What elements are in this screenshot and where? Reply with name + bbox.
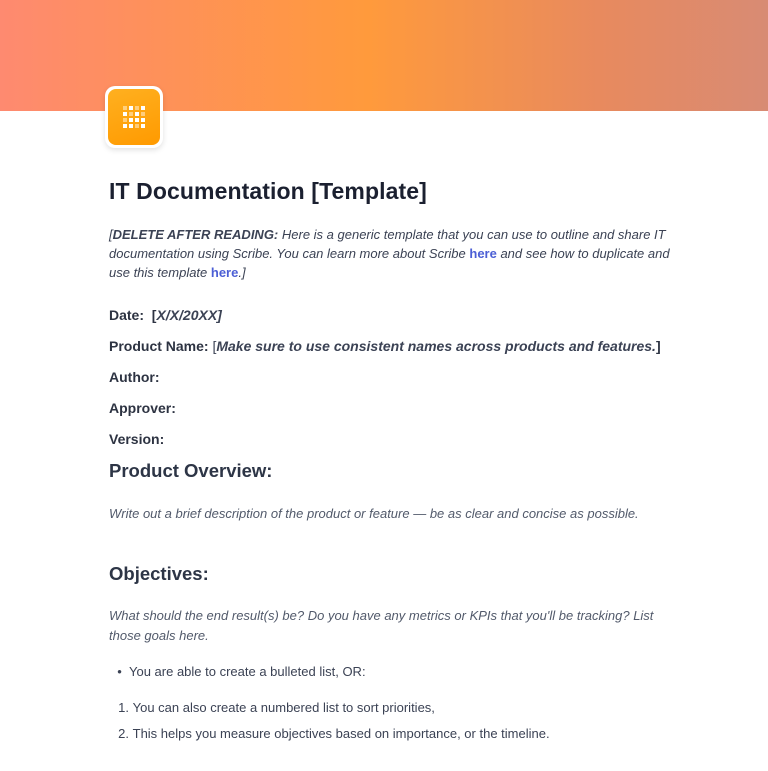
intro-text-1: Here is a generic template that you can use to outline and share IT documentation using Scribe. You can learn more about Scribe <box>109 227 666 261</box>
page-title: IT Documentation [Template] <box>109 178 427 204</box>
overview-heading: Product Overview: <box>109 460 273 481</box>
date-value: X/X/20XX] <box>156 307 222 323</box>
numbered-text: This helps you measure objectives based on importance, or the timeline. <box>132 726 550 741</box>
intro-bold: DELETE AFTER READING: <box>112 227 279 242</box>
objectives-heading: Objectives: <box>109 563 209 584</box>
list-number: 1. <box>118 700 129 715</box>
product-name-value: Make sure to use consistent names across products and features. <box>216 338 656 354</box>
list-number: 2. <box>118 726 129 741</box>
learn-more-link[interactable]: here <box>469 246 497 261</box>
date-field <box>109 306 222 324</box>
page-icon[interactable] <box>105 86 163 148</box>
author-label: Author: <box>109 369 160 385</box>
bullet-icon: • <box>117 664 129 679</box>
version-field <box>109 430 164 448</box>
list-item <box>109 725 550 743</box>
approver-label: Approver: <box>109 400 176 416</box>
approver-field <box>109 399 176 417</box>
date-label: Date: <box>109 307 145 323</box>
product-bracket: [ <box>208 338 217 354</box>
date-bracket: [ <box>151 307 157 323</box>
duplicate-template-link[interactable]: here <box>210 265 239 280</box>
overview-text: Write out a brief description of the product or feature — be as clear and concise as possible. <box>109 506 639 521</box>
product-name-field <box>109 337 661 355</box>
bullet-text: You are able to create a bulleted list, OR: <box>129 664 366 679</box>
scribe-logo-icon <box>108 89 160 145</box>
intro-bracket: [ <box>109 227 113 242</box>
author-field <box>109 368 160 386</box>
objectives-text: What should the end result(s) be? Do you have any metrics or KPIs that you'll be tracking? List those goals here. <box>109 608 654 643</box>
list-item <box>109 663 366 681</box>
numbered-text: You can also create a numbered list to sort priorities, <box>132 700 435 715</box>
product-close-bracket: ] <box>655 338 661 354</box>
version-label: Version: <box>109 431 165 447</box>
product-name-label: Product Name: <box>109 338 209 354</box>
list-item <box>109 699 435 717</box>
intro-note <box>109 225 684 282</box>
intro-text-2: and see how to duplicate and use this template <box>109 246 670 280</box>
intro-close: .] <box>238 265 246 280</box>
